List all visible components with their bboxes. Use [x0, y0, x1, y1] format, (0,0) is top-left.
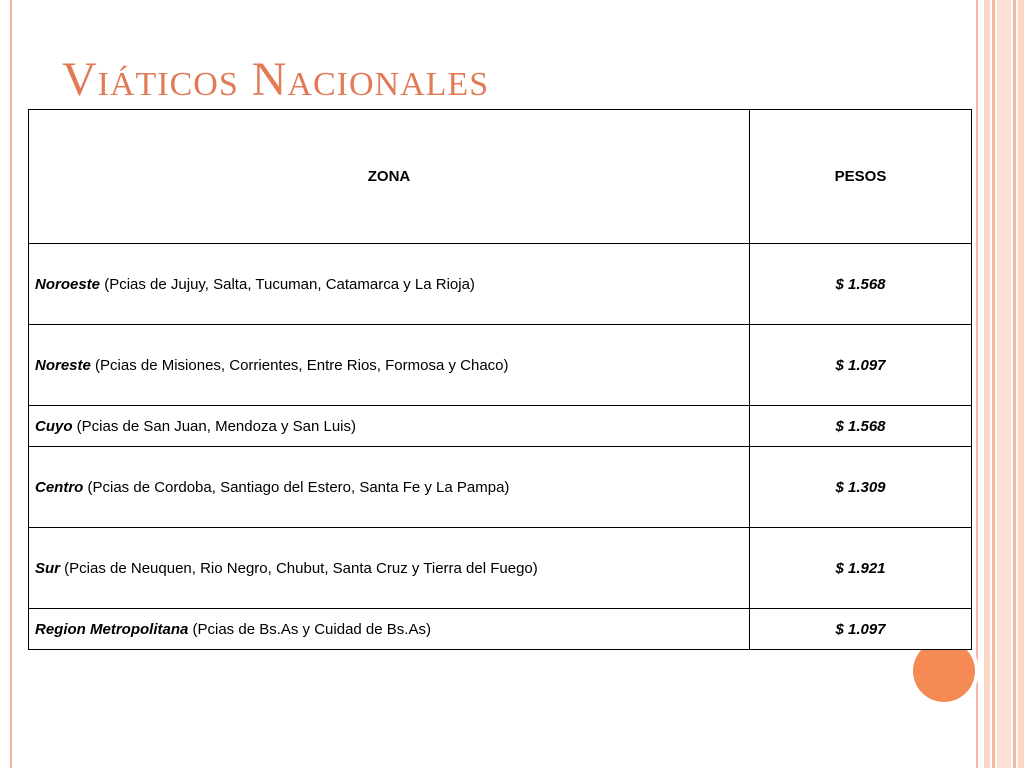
zona-cell — [29, 609, 750, 650]
table-row — [29, 447, 972, 528]
table-header-row — [29, 110, 972, 244]
table-row — [29, 244, 972, 325]
slide-title: Viáticos Nacionales — [62, 53, 490, 106]
region-name: Centro — [35, 478, 84, 496]
decorative-stripe — [984, 0, 990, 768]
region-name: Region Metropolitana — [35, 620, 189, 638]
pesos-cell: $ 1.097 — [750, 609, 972, 650]
left-border-line — [10, 0, 12, 768]
decorative-stripe — [992, 0, 995, 768]
region-detail: (Pcias de San Juan, Mendoza y San Luis) — [72, 417, 356, 435]
decorative-stripe — [997, 0, 1011, 768]
region-name: Noroeste — [35, 275, 101, 293]
pesos-cell: $ 1.309 — [750, 447, 972, 528]
zona-cell — [29, 325, 750, 406]
decorative-stripe — [976, 0, 978, 768]
pesos-cell: $ 1.921 — [750, 528, 972, 609]
table-row — [29, 325, 972, 406]
region-name: Cuyo — [35, 417, 73, 435]
decorative-stripe — [1013, 0, 1016, 768]
region-detail: (Pcias de Neuquen, Rio Negro, Chubut, Santa Cruz y Tierra del Fuego) — [60, 559, 538, 577]
region-detail: (Pcias de Jujuy, Salta, Tucuman, Catamarca y La Rioja) — [100, 275, 475, 293]
pesos-cell: $ 1.568 — [750, 406, 972, 447]
pesos-cell: $ 1.568 — [750, 244, 972, 325]
pesos-cell: $ 1.097 — [750, 325, 972, 406]
zona-cell — [29, 406, 750, 447]
region-name: Sur — [35, 559, 61, 577]
zona-cell — [29, 447, 750, 528]
region-detail: (Pcias de Bs.As y Cuidad de Bs.As) — [188, 620, 431, 638]
header-zona: ZONA — [29, 110, 750, 244]
region-name: Noreste — [35, 356, 91, 374]
region-detail: (Pcias de Cordoba, Santiago del Estero, Santa Fe y La Pampa) — [83, 478, 510, 496]
header-pesos: PESOS — [750, 110, 972, 244]
decorative-stripe — [1018, 0, 1024, 768]
table-row — [29, 528, 972, 609]
table-row — [29, 406, 972, 447]
viaticos-table — [28, 109, 972, 650]
table-row — [29, 609, 972, 650]
zona-cell — [29, 528, 750, 609]
region-detail: (Pcias de Misiones, Corrientes, Entre Rios, Formosa y Chaco) — [90, 356, 509, 374]
zona-cell — [29, 244, 750, 325]
